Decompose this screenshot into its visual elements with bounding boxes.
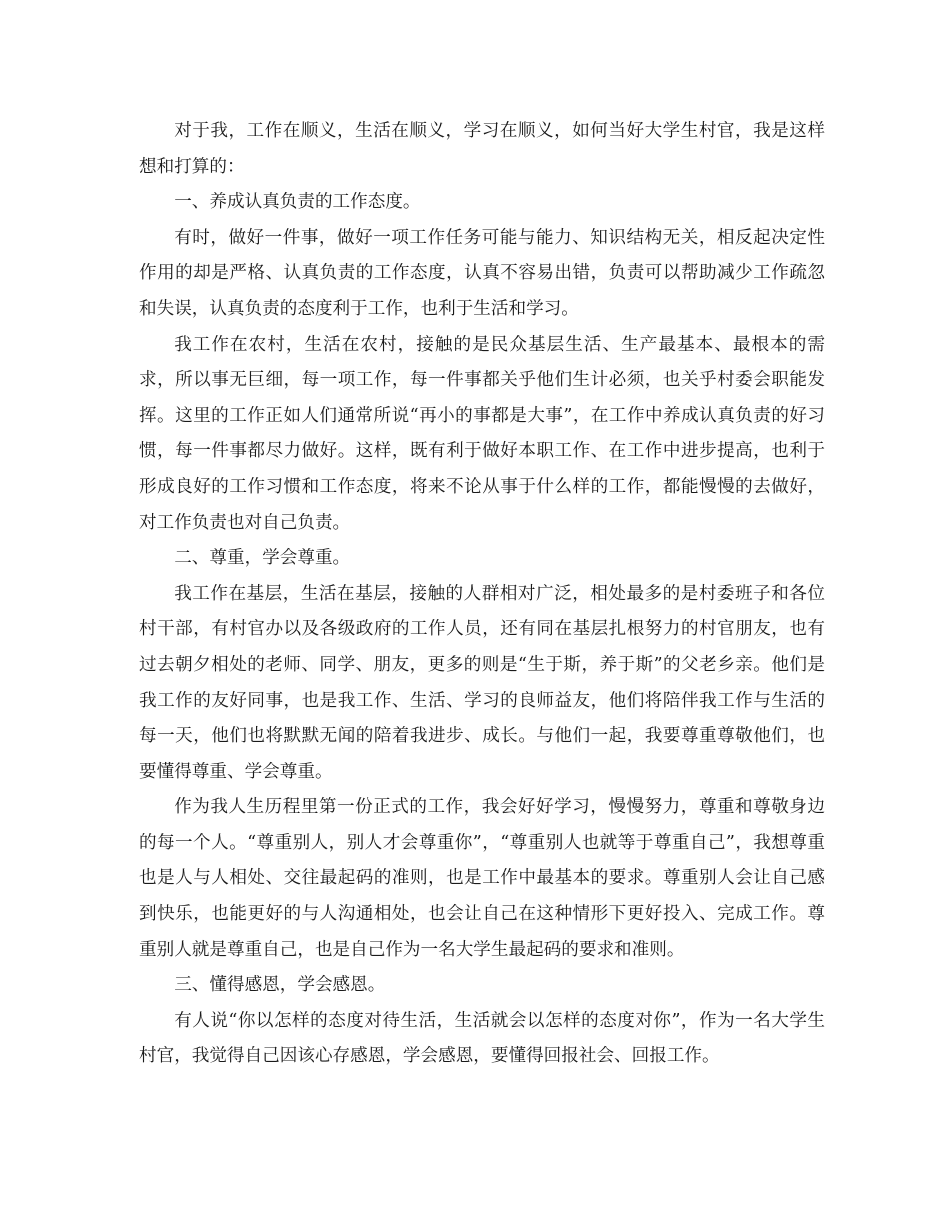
paragraph-1a: 有时，做好一件事，做好一项工作任务可能与能力、知识结构无关，相反起决定性作用的却是严格、认真负责的工作态度，认真不容易出错，负责可以帮助减少工作疏忽和失误，认真负责的态度利于工作，也利于生活和学习。 — [139, 227, 825, 319]
paragraph-3a: 有人说“你以怎样的态度对待生活，生活就会以怎样的态度对你”，作为一名大学生村官，我觉得自己因该心存感恩，学会感恩，要懂得回报社会、回报工作。 — [139, 1010, 825, 1067]
section-heading-3: 三、懂得感恩，学会感恩。 — [174, 975, 386, 996]
paragraph-2a: 我工作在基层，生活在基层，接触的人群相对广泛，相处最多的是村委班子和各位村干部，有村官办以及各级政府的工作人员，还有同在基层扎根努力的村官朋友，也有过去朝夕相处的老师、同学、朋友，更多的则是“生于斯，养于斯”的父老乡亲。他们是我工作的友好同事，也是我工作、生活、学习的良师益友，他们将陪伴我工作与生活的每一天，他们也将默默无闻的陪着我进步、成长。与他们一起，我要尊重尊敬他们，也要懂得尊重、学会尊重。 — [139, 583, 825, 782]
paragraph-intro: 对于我，工作在顺义，生活在顺义，学习在顺义，如何当好大学生村官，我是这样想和打算的： — [139, 121, 825, 177]
paragraph-2b: 作为我人生历程里第一份正式的工作，我会好好学习，慢慢努力，尊重和尊敬身边的每一个人。“尊重别人，别人才会尊重你”，“尊重别人也就等于尊重自己”，我想尊重也是人与人相处、交往最起码的准则，也是工作中最基本的要求。尊重别人会让自己感到快乐，也能更好的与人沟通相处，也会让自己在这种情形下更好投入、完成工作。尊重别人就是尊重自己，也是自己作为一名大学生最起码的要求和准则。 — [139, 797, 825, 960]
section-heading-1: 一、养成认真负责的工作态度。 — [174, 192, 421, 213]
document-body — [139, 114, 825, 1075]
paragraph-1b: 我工作在农村，生活在农村，接触的是民众基层生活、生产最基本、最根本的需求，所以事无巨细，每一项工作，每一件事都关乎他们生计必须，也关乎村委会职能发挥。这里的工作正如人们通常所说“再小的事都是大事”，在工作中养成认真负责的好习惯，每一件事都尽力做好。这样，既有利于做好本职工作、在工作中进步提高，也利于形成良好的工作习惯和工作态度，将来不论从事于什么样的工作，都能慢慢的去做好，对工作负责也对自己负责。 — [139, 334, 825, 533]
section-heading-2: 二、尊重，学会尊重。 — [174, 548, 351, 569]
